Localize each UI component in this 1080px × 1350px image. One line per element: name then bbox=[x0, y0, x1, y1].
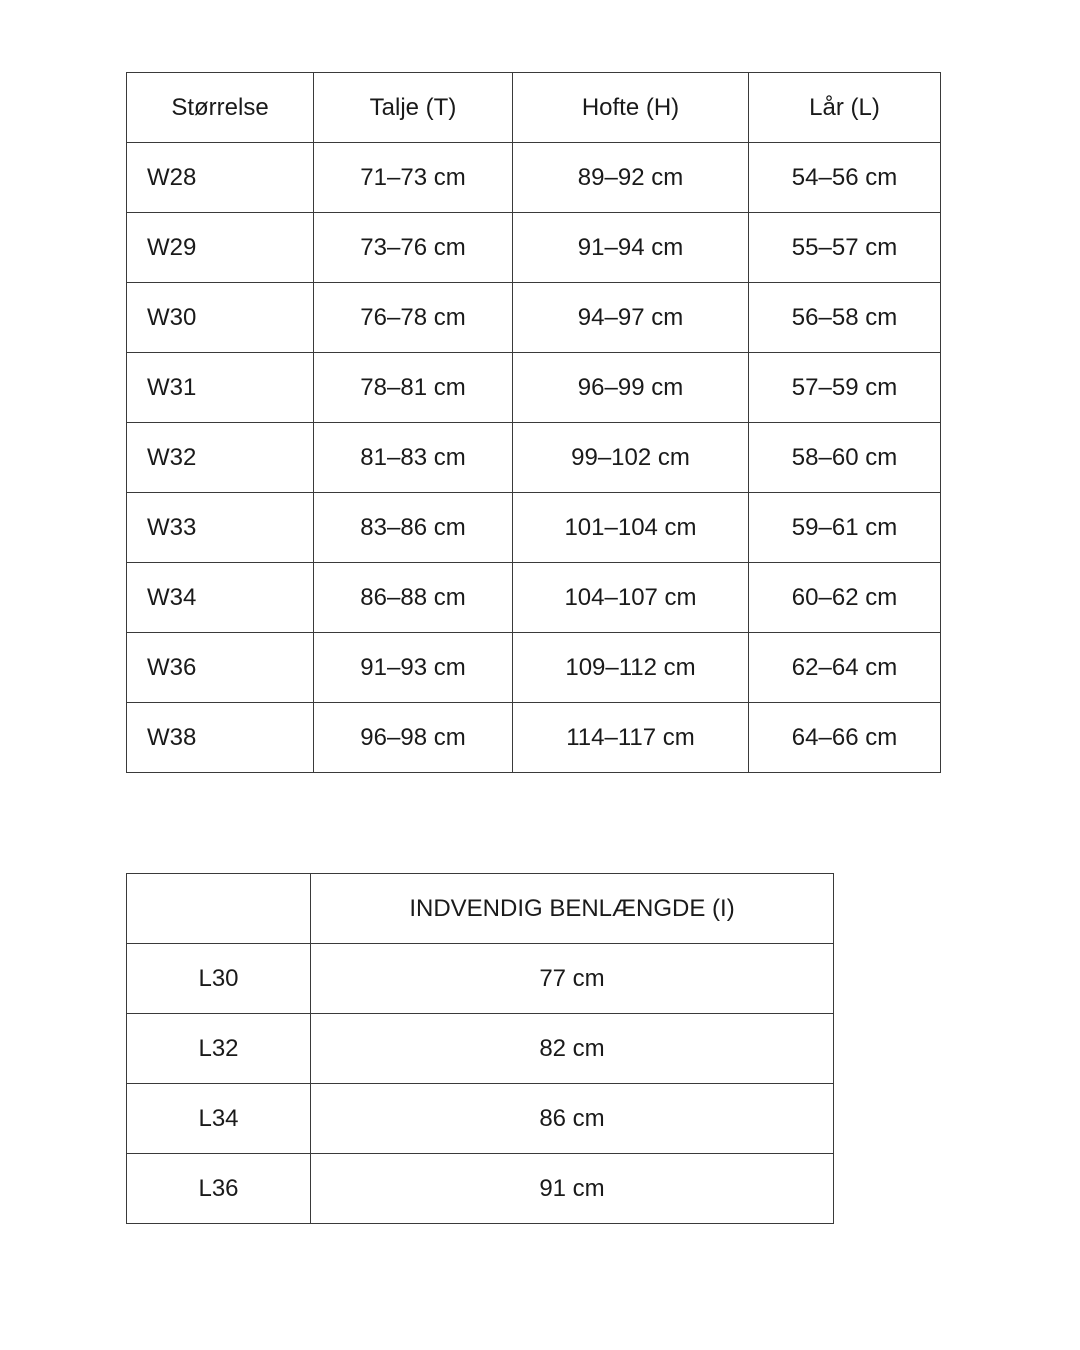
size-cell: W36 bbox=[127, 633, 314, 703]
size-cell: W29 bbox=[127, 213, 314, 283]
table-header-row bbox=[127, 874, 834, 944]
length-cell: L32 bbox=[127, 1014, 311, 1084]
waist-cell: 71–73 cm bbox=[314, 143, 513, 213]
length-cell: L30 bbox=[127, 944, 311, 1014]
thigh-cell: 55–57 cm bbox=[749, 213, 941, 283]
thigh-cell: 59–61 cm bbox=[749, 493, 941, 563]
inseam-cell: 91 cm bbox=[311, 1154, 834, 1224]
table-row bbox=[127, 283, 941, 353]
size-cell: W31 bbox=[127, 353, 314, 423]
header-inseam: INDVENDIG BENLÆNGDE (I) bbox=[311, 874, 834, 944]
waist-cell: 83–86 cm bbox=[314, 493, 513, 563]
table-row bbox=[127, 703, 941, 773]
waist-cell: 81–83 cm bbox=[314, 423, 513, 493]
waist-cell: 86–88 cm bbox=[314, 563, 513, 633]
inseam-cell: 82 cm bbox=[311, 1014, 834, 1084]
header-length-empty bbox=[127, 874, 311, 944]
hip-cell: 96–99 cm bbox=[513, 353, 749, 423]
thigh-cell: 60–62 cm bbox=[749, 563, 941, 633]
waist-size-table bbox=[126, 72, 941, 773]
waist-cell: 96–98 cm bbox=[314, 703, 513, 773]
table-row bbox=[127, 213, 941, 283]
size-cell: W28 bbox=[127, 143, 314, 213]
table-row bbox=[127, 1154, 834, 1224]
length-cell: L36 bbox=[127, 1154, 311, 1224]
hip-cell: 89–92 cm bbox=[513, 143, 749, 213]
table-row bbox=[127, 423, 941, 493]
size-cell: W32 bbox=[127, 423, 314, 493]
inseam-cell: 86 cm bbox=[311, 1084, 834, 1154]
hip-cell: 101–104 cm bbox=[513, 493, 749, 563]
header-waist: Talje (T) bbox=[314, 73, 513, 143]
hip-cell: 114–117 cm bbox=[513, 703, 749, 773]
table-row bbox=[127, 633, 941, 703]
thigh-cell: 64–66 cm bbox=[749, 703, 941, 773]
hip-cell: 94–97 cm bbox=[513, 283, 749, 353]
thigh-cell: 57–59 cm bbox=[749, 353, 941, 423]
hip-cell: 104–107 cm bbox=[513, 563, 749, 633]
thigh-cell: 54–56 cm bbox=[749, 143, 941, 213]
header-thigh: Lår (L) bbox=[749, 73, 941, 143]
hip-cell: 99–102 cm bbox=[513, 423, 749, 493]
thigh-cell: 62–64 cm bbox=[749, 633, 941, 703]
table-row bbox=[127, 493, 941, 563]
inseam-cell: 77 cm bbox=[311, 944, 834, 1014]
hip-cell: 109–112 cm bbox=[513, 633, 749, 703]
header-hip: Hofte (H) bbox=[513, 73, 749, 143]
hip-cell: 91–94 cm bbox=[513, 213, 749, 283]
table-row bbox=[127, 353, 941, 423]
waist-cell: 73–76 cm bbox=[314, 213, 513, 283]
waist-cell: 76–78 cm bbox=[314, 283, 513, 353]
waist-cell: 91–93 cm bbox=[314, 633, 513, 703]
table-header-row bbox=[127, 73, 941, 143]
thigh-cell: 58–60 cm bbox=[749, 423, 941, 493]
inseam-length-table bbox=[126, 873, 834, 1224]
length-cell: L34 bbox=[127, 1084, 311, 1154]
header-size: Størrelse bbox=[127, 73, 314, 143]
waist-cell: 78–81 cm bbox=[314, 353, 513, 423]
table-row bbox=[127, 1014, 834, 1084]
thigh-cell: 56–58 cm bbox=[749, 283, 941, 353]
table-row bbox=[127, 563, 941, 633]
table-row bbox=[127, 1084, 834, 1154]
table-row bbox=[127, 944, 834, 1014]
size-cell: W33 bbox=[127, 493, 314, 563]
table-row bbox=[127, 143, 941, 213]
size-cell: W34 bbox=[127, 563, 314, 633]
size-cell: W38 bbox=[127, 703, 314, 773]
size-cell: W30 bbox=[127, 283, 314, 353]
